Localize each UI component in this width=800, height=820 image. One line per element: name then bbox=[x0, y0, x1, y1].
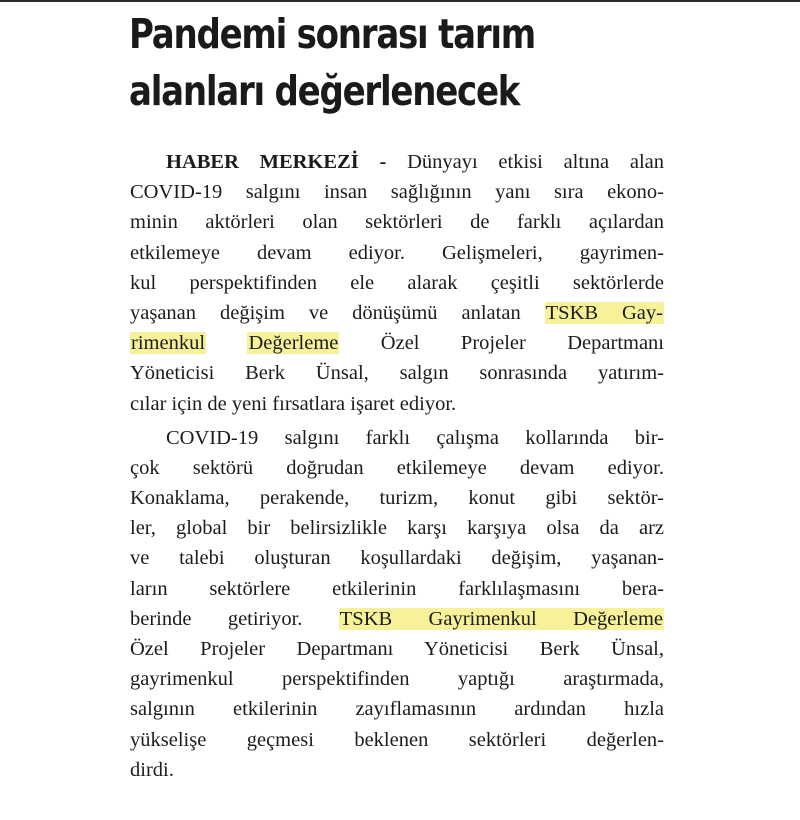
headline-line-2: alanları değerlenecek bbox=[129, 67, 520, 115]
text-line: yükselişe geçmesi beklenen sektörleri değerlen- bbox=[130, 728, 664, 751]
highlighted-company-name: Değerleme bbox=[248, 332, 339, 355]
text-line: ler, global bir belirsizlikle karşı karşıya olsa da arz bbox=[130, 517, 664, 540]
text-line: Özel Projeler Departmanı Yöneticisi Berk Ünsal, bbox=[130, 638, 664, 660]
text-line: minin aktörleri olan sektörleri de farklı açılardan bbox=[130, 211, 664, 234]
paragraph-2 bbox=[130, 423, 664, 785]
text-line: kul perspektifinden ele alarak çeşitli sektörlerde bbox=[130, 271, 664, 294]
text-line bbox=[130, 328, 664, 358]
text-line: dirdi. bbox=[130, 758, 174, 781]
text-line: salgının etkilerinin zayıflamasının ardından hızla bbox=[130, 698, 664, 721]
text-span: Dünyayı etkisi altına alan bbox=[386, 151, 664, 173]
highlighted-company-name: TSKB Gay- bbox=[545, 301, 663, 324]
text-line: etkilemeye devam ediyor. Gelişmeleri, gayrimen- bbox=[130, 241, 664, 264]
text-line bbox=[130, 298, 664, 328]
text-line bbox=[130, 147, 664, 177]
text-line: ların sektörlere etkilerinin farklılaşmasını bera- bbox=[130, 577, 664, 600]
text-line: COVID-19 salgını farklı çalışma kollarında bir- bbox=[166, 426, 664, 449]
text-line: Yöneticisi Berk Ünsal, salgın sonrasında yatırım- bbox=[130, 362, 664, 385]
text-line: COVID-19 salgını insan sağlığının yanı sıra ekono- bbox=[130, 181, 664, 204]
highlighted-company-name: rimenkul bbox=[131, 332, 206, 355]
article-body bbox=[130, 147, 664, 785]
text-line: gayrimenkul perspektifinden yaptığı araştırmada, bbox=[130, 668, 664, 691]
text-line: ve talebi oluşturan koşullardaki değişim, yaşanan- bbox=[130, 547, 664, 570]
highlighted-company-name: TSKB Gayrimenkul Değerleme bbox=[339, 607, 663, 630]
headline bbox=[129, 6, 644, 120]
text-line: cılar için de yeni fırsatlara işaret ediyor. bbox=[130, 392, 457, 415]
text-line: Konaklama, perakende, turizm, konut gibi sektör- bbox=[130, 487, 664, 510]
headline-line-1: Pandemi sonrası tarım bbox=[129, 10, 535, 58]
text-line bbox=[130, 604, 664, 634]
text-span: berinde getiriyor. bbox=[130, 607, 339, 630]
paragraph-1 bbox=[130, 147, 664, 419]
text-line: çok sektörü doğrudan etkilemeye devam ediyor. bbox=[130, 456, 664, 479]
text-span: yaşanan değişim ve dönüşümü anlatan bbox=[130, 301, 545, 324]
text-span: Özel Projeler Departmanı bbox=[339, 332, 665, 355]
text-span bbox=[206, 332, 247, 354]
dateline: HABER MERKEZİ - bbox=[166, 151, 387, 173]
